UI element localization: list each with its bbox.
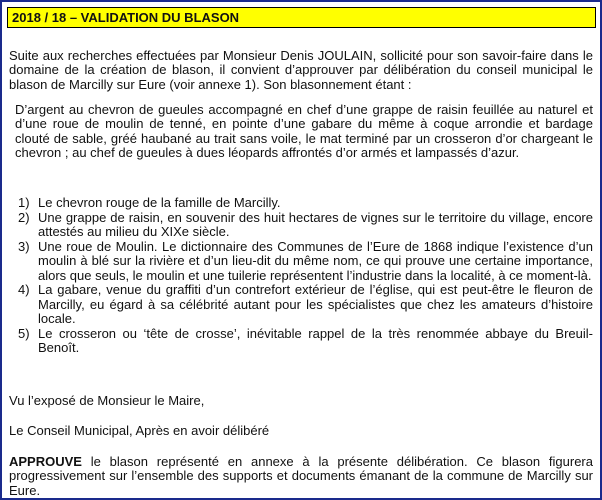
list-item: 5) Le crosseron ou ‘tête de crosse’, inévitable rappel de la très renommée abbaye du Breuil-Benoît. xyxy=(18,325,593,355)
intro-paragraph: Suite aux recherches effectuées par Monsieur Denis JOULAIN, sollicité pour son savoir-faire dans le domaine de la création de blason, il convient d’approuver par délibération du conseil municipal le blason de Marcilly sur Eure (voir annexe 1). Son blasonnement étant : xyxy=(9,48,593,92)
list-item: 1) Le chevron rouge de la famille de Marcilly. xyxy=(18,195,281,210)
approuve-keyword: APPROUVE xyxy=(9,454,82,469)
blazon-paragraph: D’argent au chevron de gueules accompagné en chef d’une grappe de raisin feuillée au naturel et d’une roue de moulin de tenné, en pointe d’une gabare du même à coque arrondie et bardage clouté de sable, gréé haubané au trait sans voile, le mat terminé par un crosseron d’or chargeant le chevron ; au chef de gueules à dues léopards affrontés d’or armés et lampassés d’azur. xyxy=(15,102,593,160)
list-item: 2) Une grappe de raisin, en souvenir des huit hectares de vignes sur le territoire du village, encore attestés au milieu du XIXe siècle. xyxy=(18,209,593,239)
list-item: 4) La gabare, venue du graffiti d’un contrefort extérieur de l’église, qui est peut-être le fleuron de Marcilly, eu égard à sa célébrité autant pour les spécialistes que chez les amateurs d’histoire locale. xyxy=(18,282,593,326)
vu-paragraph: Vu l’exposé de Monsieur le Maire, xyxy=(9,393,205,408)
deliberation-title: 2018 / 18 – VALIDATION DU BLASON xyxy=(7,7,596,28)
approuve-paragraph: APPROUVE le blason représenté en annexe à la présente délibération. Ce blason figurera progressivement sur l’ensemble des supports et documents émanant de la commune de Marcilly sur Eure. xyxy=(9,454,593,498)
list-item: 3) Une roue de Moulin. Le dictionnaire des Communes de l’Eure de 1868 indique l’existence d’un moulin à blé sur la rivière et d’un lieu-dit du même nom, ce qui prouve une certaine importance, alors que seuls, le moulin et une tuilerie représentent l’industrie dans la localité, à ce moment-là. xyxy=(18,238,593,283)
conseil-paragraph: Le Conseil Municipal, Après en avoir délibéré xyxy=(9,423,270,438)
symbol-list xyxy=(0,196,593,356)
